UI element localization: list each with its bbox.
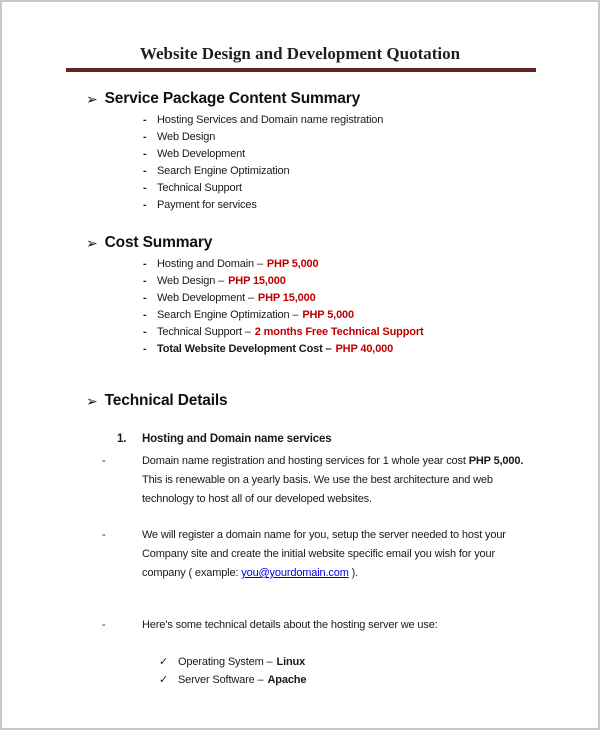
section-title: Service Package Content Summary: [104, 90, 361, 107]
paragraph-dash-icon: -: [102, 619, 106, 631]
paragraph-line: Company site and create the initial website specific email you wish for your: [142, 548, 495, 560]
cost-value-total: PHP 40,000: [335, 343, 394, 355]
dash-bullet-icon: -: [143, 165, 147, 177]
check-value: Linux: [276, 656, 306, 668]
list-item: [143, 180, 598, 197]
cost-value: PHP 15,000: [257, 292, 316, 304]
list-item-label: Technical Support: [157, 182, 242, 194]
dash-bullet-icon: -: [143, 275, 147, 287]
section-title: Cost Summary: [104, 234, 213, 251]
cost-row-total: [143, 341, 598, 358]
list-item: [143, 129, 598, 146]
dash-bullet-icon: -: [143, 182, 147, 194]
check-icon: ✓: [159, 674, 169, 686]
check-label: Operating System –: [178, 656, 273, 668]
subsection-title: Hosting and Domain name services: [142, 433, 332, 445]
cost-label: Web Development –: [157, 292, 254, 304]
paragraph-line: Here’s some technical details about the hosting server we use:: [142, 619, 438, 631]
list-item: [143, 197, 598, 214]
paragraph-line: [142, 452, 523, 471]
paragraph-line: [142, 564, 506, 583]
arrow-bullet-icon: ➢: [86, 393, 98, 409]
paragraph-domain-setup: [102, 526, 598, 583]
list-item-label: Search Engine Optimization: [157, 165, 290, 177]
check-icon: ✓: [159, 656, 169, 668]
paragraph-lines: [142, 452, 523, 509]
list-item-label: Hosting Services and Domain name registration: [157, 114, 384, 126]
cost-row: [143, 307, 598, 324]
cost-label: Search Engine Optimization –: [157, 309, 299, 321]
server-checklist: [159, 653, 598, 689]
paragraph-dash-icon: -: [102, 529, 106, 541]
list-item-label: Payment for services: [157, 199, 257, 211]
price-highlight: PHP 5,000.: [468, 455, 524, 467]
cost-row: [143, 290, 598, 307]
check-label: Server Software –: [178, 674, 264, 686]
section-heading-cost-summary: [86, 233, 598, 253]
cost-label: Hosting and Domain –: [157, 258, 263, 270]
list-item-label: Web Development: [157, 148, 246, 160]
email-link[interactable]: you@yourdomain.com: [241, 567, 349, 579]
cost-row: [143, 273, 598, 290]
cost-value: 2 months Free Technical Support: [254, 326, 424, 338]
cost-label: Technical Support –: [157, 326, 251, 338]
title-rule: [66, 68, 536, 72]
list-item: [143, 163, 598, 180]
dash-bullet-icon: -: [143, 343, 147, 355]
page-title: Website Design and Development Quotation: [139, 44, 461, 63]
paragraph-domain-registration: [102, 452, 598, 509]
paragraph-line: We will register a domain name for you, setup the server needed to host your: [142, 529, 506, 541]
dash-bullet-icon: -: [143, 292, 147, 304]
dash-bullet-icon: -: [143, 199, 147, 211]
cost-row: [143, 256, 598, 273]
subsection-hosting-domain: [117, 432, 598, 447]
section-heading-technical-details: [86, 391, 598, 411]
paragraph-line: This is renewable on a yearly basis. We use the best architecture and web: [142, 474, 493, 486]
section-title: Technical Details: [104, 392, 228, 409]
cost-label: Web Design –: [157, 275, 225, 287]
dash-bullet-icon: -: [143, 148, 147, 160]
paragraph-line: technology to host all of our developed websites.: [142, 493, 372, 505]
cost-summary-list: [2, 256, 598, 358]
paragraph-lines: [142, 616, 438, 635]
paragraph-dash-icon: -: [102, 455, 106, 467]
list-item-label: Web Design: [157, 131, 216, 143]
service-package-list: [2, 112, 598, 214]
list-item: [143, 112, 598, 129]
cost-value: PHP 5,000: [266, 258, 319, 270]
paragraph-lines: [142, 526, 506, 583]
paragraph-server-details-intro: [102, 616, 598, 635]
dash-bullet-icon: -: [143, 131, 147, 143]
cost-value: PHP 15,000: [228, 275, 286, 287]
section-heading-service-package: [86, 89, 598, 109]
paragraph-text: Domain name registration and hosting services for 1 whole year cost: [142, 455, 469, 467]
cost-value: PHP 5,000: [302, 309, 354, 321]
checklist-item: [159, 671, 598, 689]
dash-bullet-icon: -: [143, 309, 147, 321]
check-value: Apache: [267, 674, 307, 686]
paragraph-text: ).: [348, 567, 359, 579]
cost-label-total: Total Website Development Cost –: [157, 343, 332, 355]
subsection-number: 1.: [117, 433, 127, 445]
arrow-bullet-icon: ➢: [86, 235, 98, 251]
dash-bullet-icon: -: [143, 258, 147, 270]
paragraph-text: company ( example:: [142, 567, 242, 579]
dash-bullet-icon: -: [143, 114, 147, 126]
list-item: [143, 146, 598, 163]
cost-row: [143, 324, 598, 341]
arrow-bullet-icon: ➢: [86, 91, 98, 107]
checklist-item: [159, 653, 598, 671]
dash-bullet-icon: -: [143, 326, 147, 338]
